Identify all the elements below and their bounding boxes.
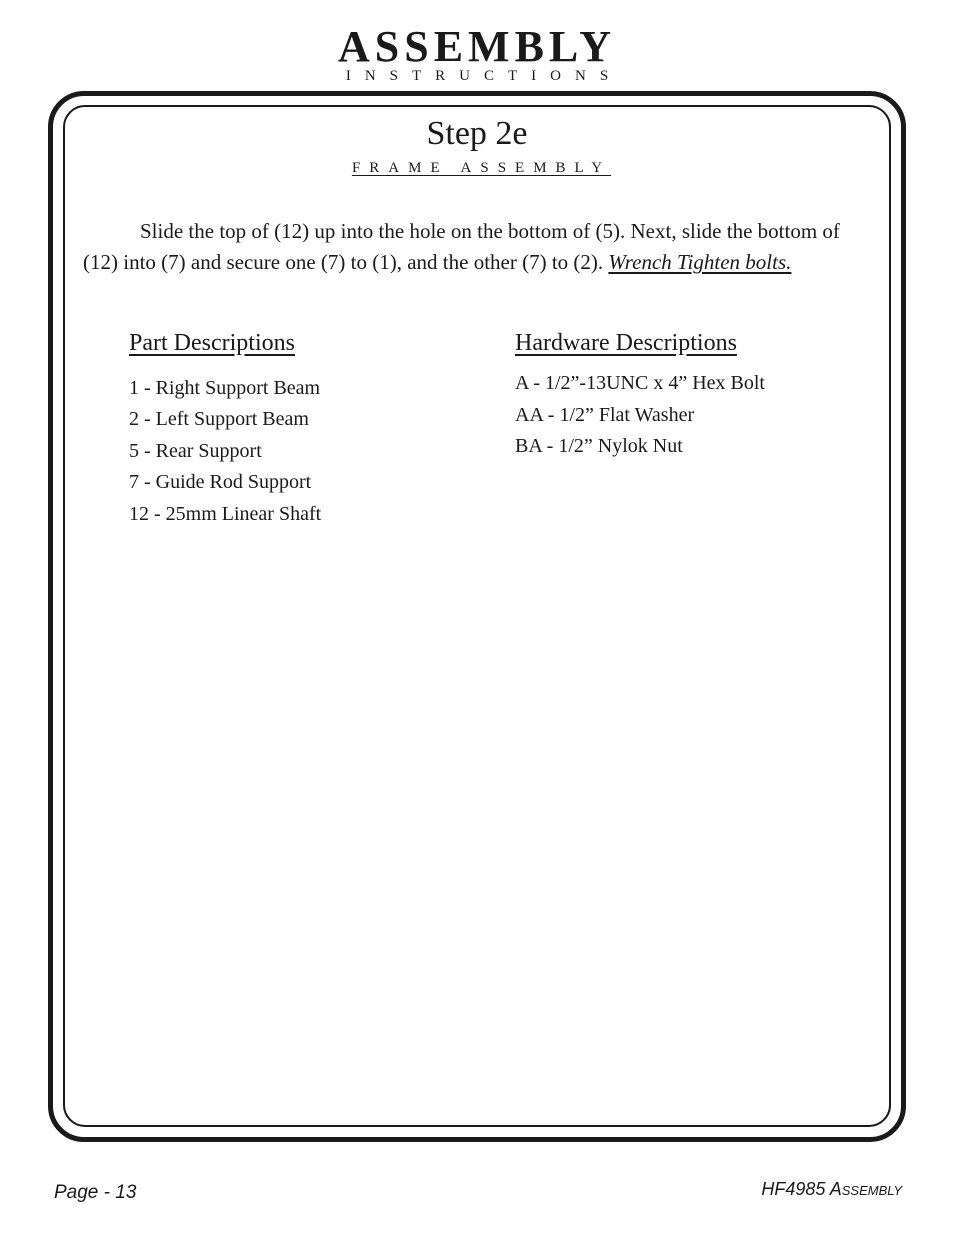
header-title: ASSEMBLY	[337, 22, 617, 71]
parts-list-item: 7 - Guide Rod Support	[129, 471, 312, 494]
parts-list	[129, 373, 321, 530]
instructions-paragraph	[83, 216, 873, 278]
footer-doc-initial: A	[829, 1179, 842, 1199]
footer-page-number: Page - 13	[54, 1182, 137, 1203]
instructions-text: Slide the top of (12) up into the hole on the bottom of (5). Next, slide the bottom of (12) into (7) and secure one (7) to (1), and the other (7) to (2).	[83, 219, 840, 274]
step-subtitle	[0, 159, 954, 177]
step-subtitle-text: FRAME ASSEMBLY	[351, 160, 612, 176]
footer-document-label	[600, 1177, 902, 1203]
parts-list-item: 12 - 25mm Linear Shaft	[129, 502, 322, 525]
parts-list-item: 5 - Rear Support	[129, 439, 262, 462]
header-subtitle: INSTRUCTIONS	[345, 68, 623, 84]
hardware-list	[515, 368, 765, 463]
step-title: Step 2e	[426, 115, 528, 152]
hardware-list-item: AA - 1/2” Flat Washer	[515, 403, 695, 426]
parts-heading: Part Descriptions	[129, 330, 295, 356]
footer-model: HF4985	[761, 1179, 826, 1199]
instructions-emphasis: Wrench Tighten bolts.	[608, 250, 792, 274]
parts-list-item: 2 - Left Support Beam	[129, 408, 309, 431]
hardware-list-item: A - 1/2”-13UNC x 4” Hex Bolt	[515, 372, 765, 394]
parts-list-item: 1 - Right Support Beam	[129, 377, 321, 399]
footer-doc-rest: SSEMBLY	[841, 1183, 902, 1198]
hardware-heading: Hardware Descriptions	[515, 330, 737, 356]
hardware-list-item: BA - 1/2” Nylok Nut	[515, 435, 683, 458]
